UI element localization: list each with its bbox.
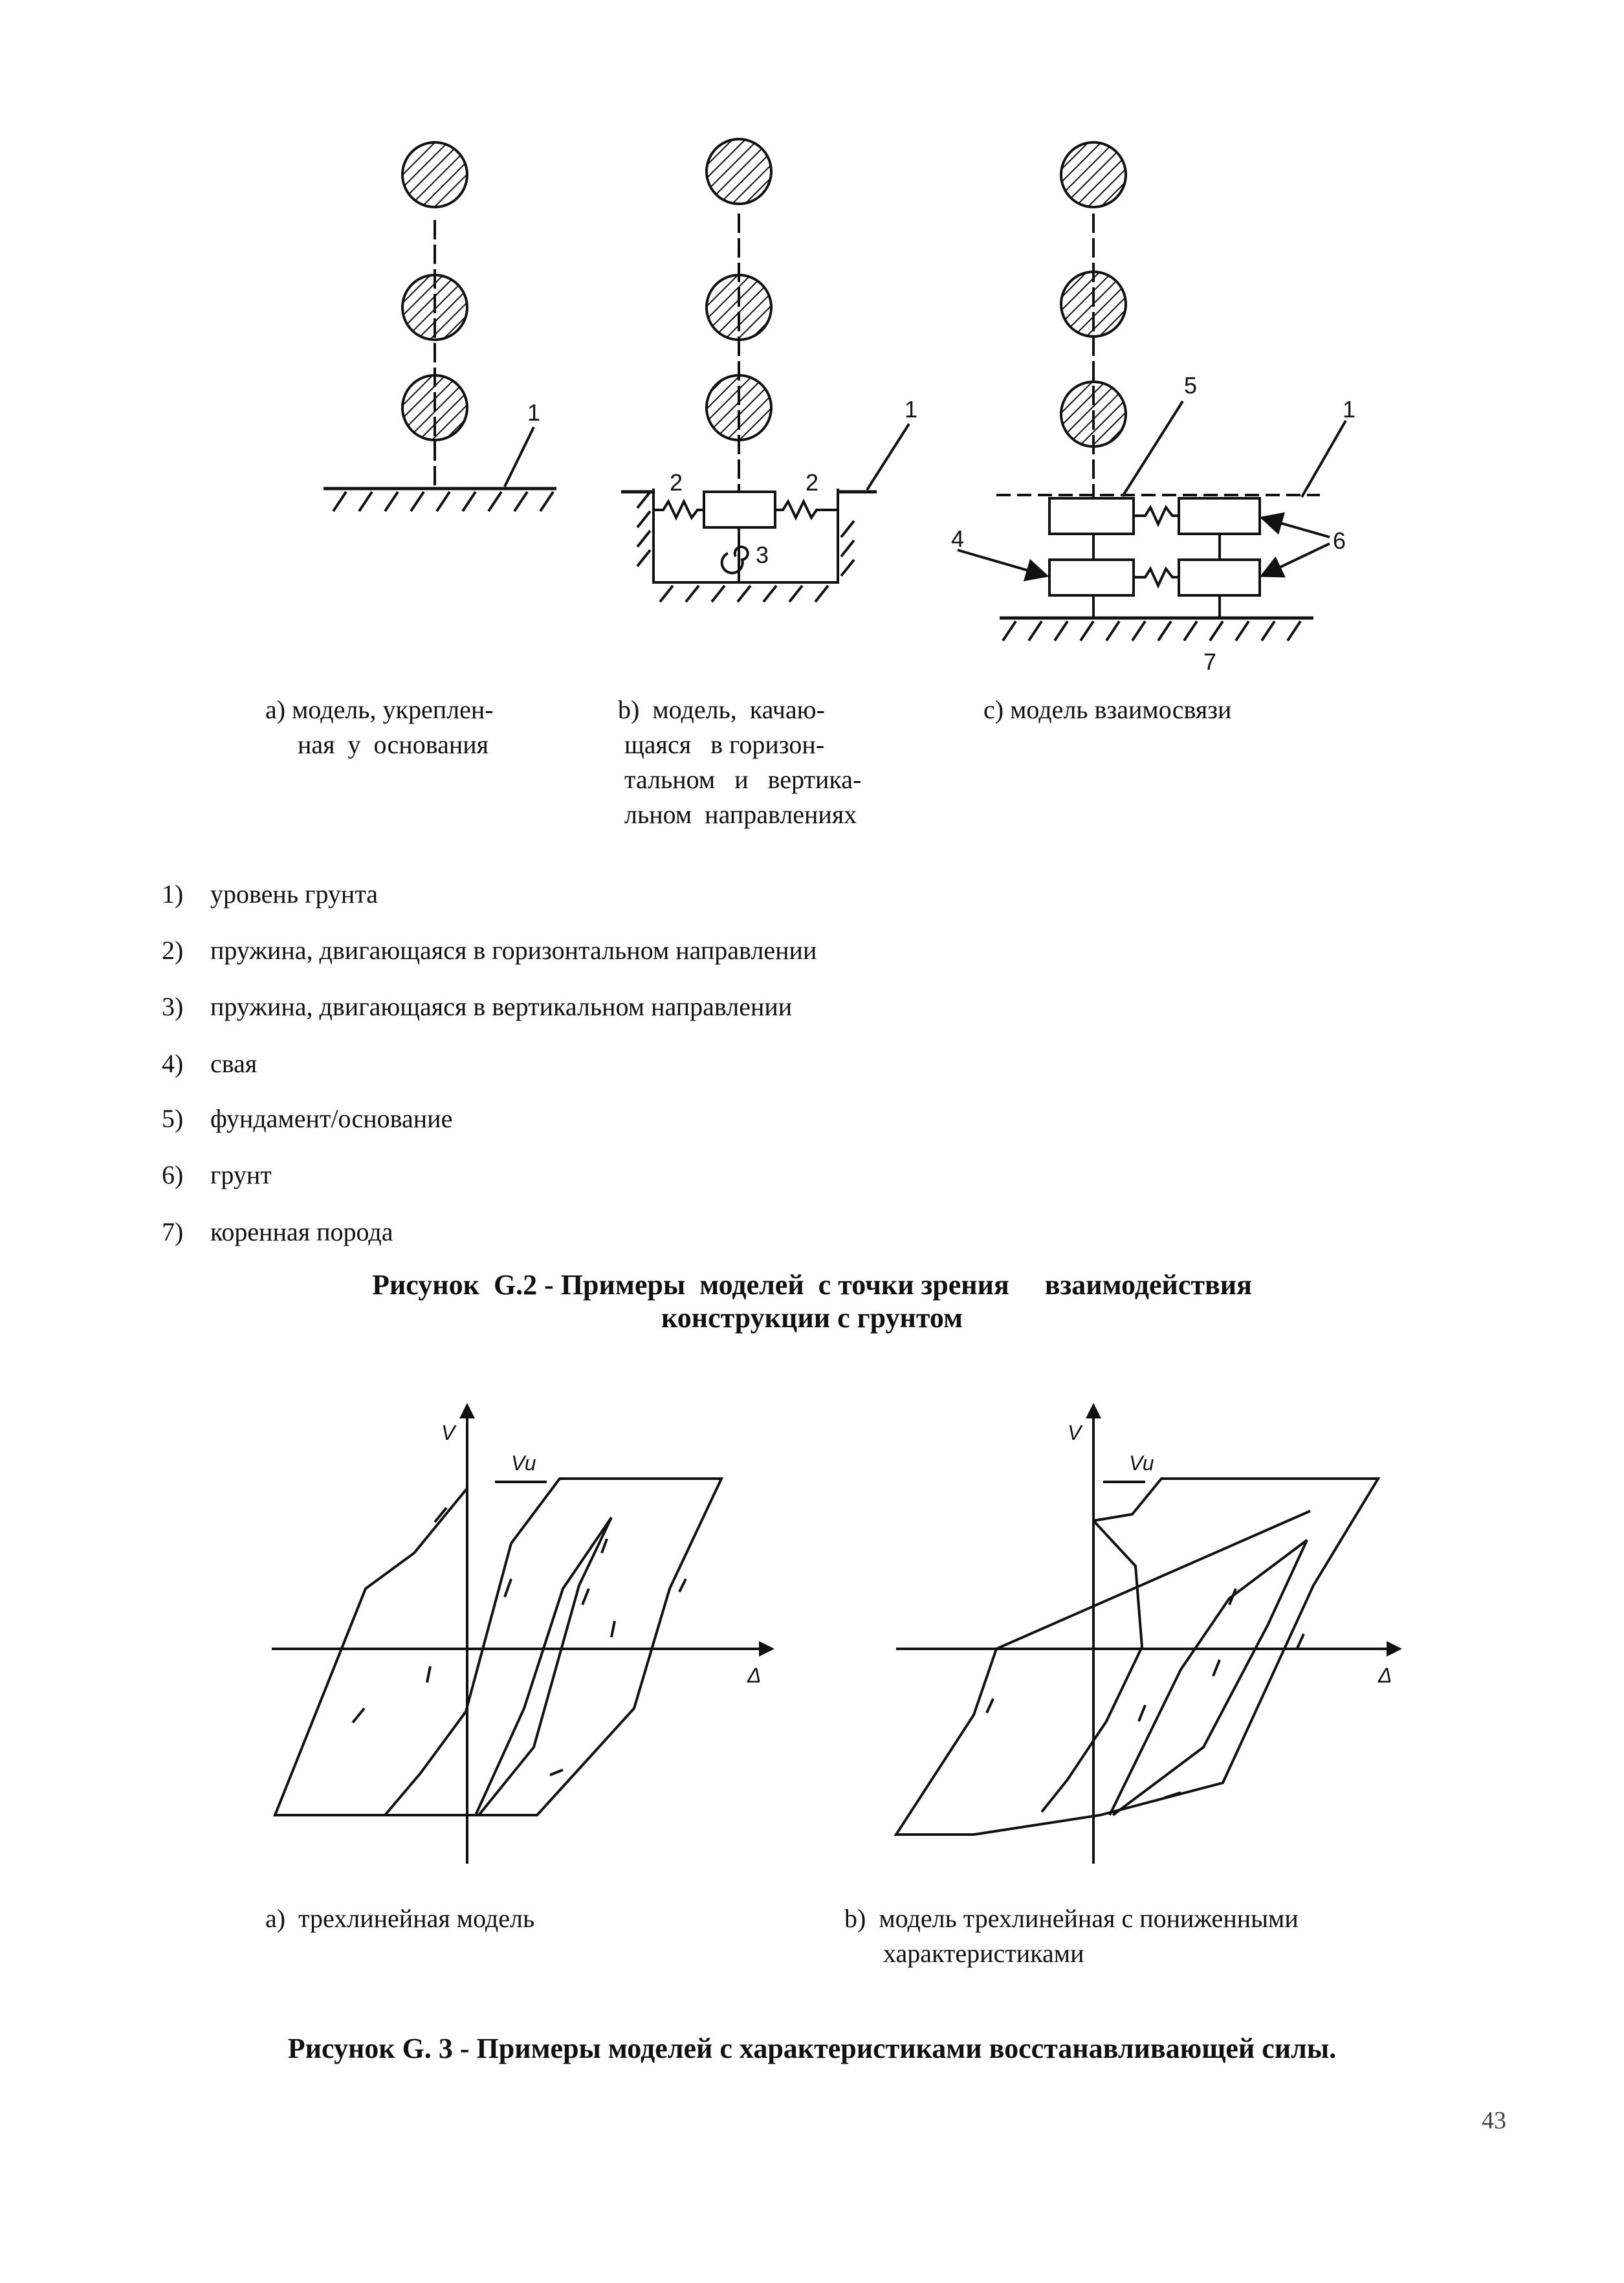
label-1-c: 1 [1343,396,1356,423]
vertical-spring-coil [722,547,748,573]
model-c-diagram [958,142,1346,641]
legend-number: 3) [162,992,184,1021]
legend-item [162,1160,272,1190]
legend-text: коренная порода [210,1217,393,1246]
model-c-caption: с) модель взаимосвязи [983,695,1232,724]
legend-text: фундамент/основание [210,1104,453,1133]
mass-circle [1061,382,1126,447]
label-4: 4 [951,525,965,552]
label-7: 7 [1203,648,1217,675]
hysteresis-plot-b [896,1411,1394,1864]
mass-circle [707,275,771,340]
model-b-diagram [621,139,909,602]
legend-item [162,1103,452,1134]
model-b-caption: b) модель, качаю- щаяся в горизон- тальном и вертика- льном направлениях [618,695,862,829]
legend-text: пружина, двигающаяся в вертикальном направлении [210,992,793,1021]
label-6: 6 [1333,527,1346,554]
axis-label-delta-a: Δ [747,1664,762,1687]
label-1-b: 1 [905,396,918,423]
legend-number: 6) [162,1160,184,1189]
figure-g2-title-line-1: Рисунок G.2 - Примеры моделей с точки зрения взаимодействия [372,1269,1252,1301]
horizontal-spring-left [653,502,704,518]
soil-block [1179,498,1260,534]
axis-label-v-b: V [1068,1421,1082,1444]
foundation-block [704,492,775,527]
model-a-caption: а) модель, укреплен- ная у основания [265,695,494,759]
axis-label-vu-a: Vu [511,1451,536,1475]
mass-circle [707,375,771,440]
legend-number: 5) [162,1104,184,1133]
mass-circle [402,375,467,440]
label-2-right: 2 [806,469,819,496]
figure-g2-title [0,1268,1624,1334]
legend-text: пружина, двигающаяся в горизонтальном направлении [210,936,817,965]
figure-g2-drawings [0,0,1624,712]
mass-circle [1061,142,1126,207]
legend-number: 1) [162,879,184,909]
label-3: 3 [756,542,769,568]
page-number: 43 [1482,2107,1506,2134]
figure-g3-title: Рисунок G. 3 - Примеры моделей с характеристиками восстанавливающей силы. [287,2033,1337,2064]
model-a-diagram [324,142,556,511]
inner-loop [1110,1540,1307,1815]
label-5: 5 [1184,372,1198,399]
legend-number: 2) [162,936,184,965]
hysteresis-plot-a [272,1411,767,1864]
legend-item [162,1217,393,1247]
horizontal-spring-right [775,502,838,518]
legend-item [162,991,792,1022]
legend-item [162,935,817,965]
outer-loop [896,1479,1378,1835]
inner-loop [476,1517,611,1815]
mass-circle [402,275,467,340]
mass-circle [1061,272,1126,336]
legend-text: уровень грунта [210,879,379,909]
axis-label-vu-b: Vu [1129,1451,1154,1475]
outer-loop [275,1479,721,1815]
soil-block [1179,560,1260,595]
legend-item [162,879,378,909]
pile-block [1049,560,1134,595]
caption-a-trilinear: а) трехлинейная модель [265,1904,535,1933]
legend-item [162,1048,257,1079]
axis-label-delta-b: Δ [1378,1664,1392,1687]
legend-number: 4) [162,1049,184,1078]
legend-number: 7) [162,1217,184,1246]
axis-label-v-a: V [441,1421,455,1444]
legend-text: грунт [210,1160,272,1189]
figure-g2-title-line-2: конструкции с грунтом [661,1302,963,1334]
legend-text: свая [210,1049,258,1078]
label-2-left: 2 [670,469,683,496]
label-1-a: 1 [527,399,541,426]
caption-b-trilinear-reduced: b) модель трехлинейная с пониженными характеристиками [844,1904,1299,1968]
mass-circle [402,142,467,207]
foundation-block [1049,498,1134,534]
mass-circle [707,139,771,204]
